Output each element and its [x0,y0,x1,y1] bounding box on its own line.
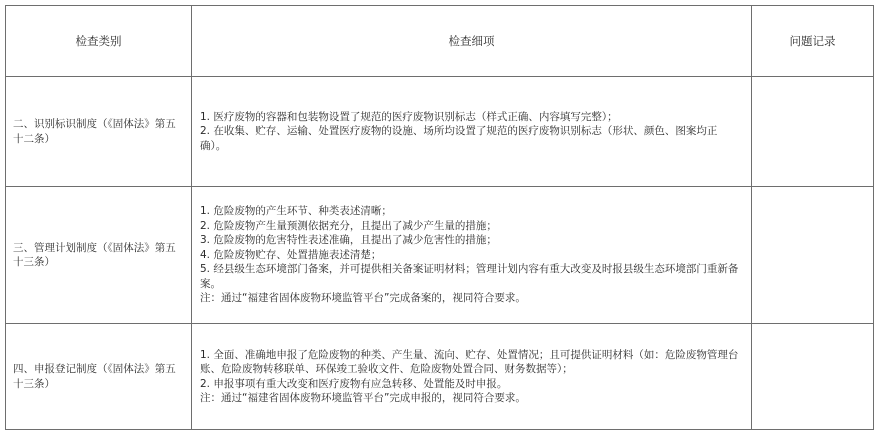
inspection-table-sheet [5,5,873,421]
row-record-cell[interactable] [752,187,874,324]
row-category: 三、管理计划制度（《固体法》第五十三条） [6,187,192,324]
detail-line: 1. 全面、准确地申报了危险废物的种类、产生量、流向、贮存、处置情况；且可提供证明材料（如：危险废物管理台账、危险废物转移联单、环保竣工验收文件、危险废物处置合同、财务数据等）； [200,348,739,375]
table-row [6,77,874,187]
header-detail: 检查细项 [192,6,752,77]
row-category: 二、识别标识制度（《固体法》第五十二条） [6,77,192,187]
detail-line: 1. 危险废物的产生环节、种类表述清晰； [200,205,392,218]
detail-line: 2. 申报事项有重大改变和医疗废物有应急转移、处置能及时申报。 [200,377,508,390]
row-record-cell[interactable] [752,324,874,430]
detail-note: 注：通过“福建省固体废物环境监管平台”完成备案的，视同符合要求。 [200,292,526,305]
detail-line: 2. 在收集、贮存、运输、处置医疗废物的设施、场所均设置了规范的医疗废物识别标志（形状、颜色、图案均正确）。 [200,125,718,152]
detail-line: 5. 经县级生态环境部门备案，并可提供相关备案证明材料；管理计划内容有重大改变及时报县级生态环境部门重新备案。 [200,263,739,290]
row-detail [192,77,752,187]
row-detail [192,324,752,430]
detail-line: 3. 危险废物的危害特性表述准确，且提出了减少危害性的措施； [200,234,497,247]
row-category: 四、申报登记制度（《固体法》第五十三条） [6,324,192,430]
detail-note: 注：通过“福建省固体废物环境监管平台”完成申报的，视同符合要求。 [200,392,526,404]
detail-line: 4. 危险废物贮存、处置措施表述清楚； [200,248,382,261]
detail-line: 1. 医疗废物的容器和包装物设置了规范的医疗废物识别标志（样式正确、内容填写完整）； [200,110,618,123]
table-row [6,187,874,324]
table-row [6,324,874,430]
row-record-cell[interactable] [752,77,874,187]
table-header-row [6,6,874,77]
inspection-table [5,5,874,430]
detail-line: 2. 危险废物产生量预测依据充分，且提出了减少产生量的措施； [200,219,497,232]
header-record: 问题记录 [752,6,874,77]
header-category: 检查类别 [6,6,192,77]
row-detail [192,187,752,324]
